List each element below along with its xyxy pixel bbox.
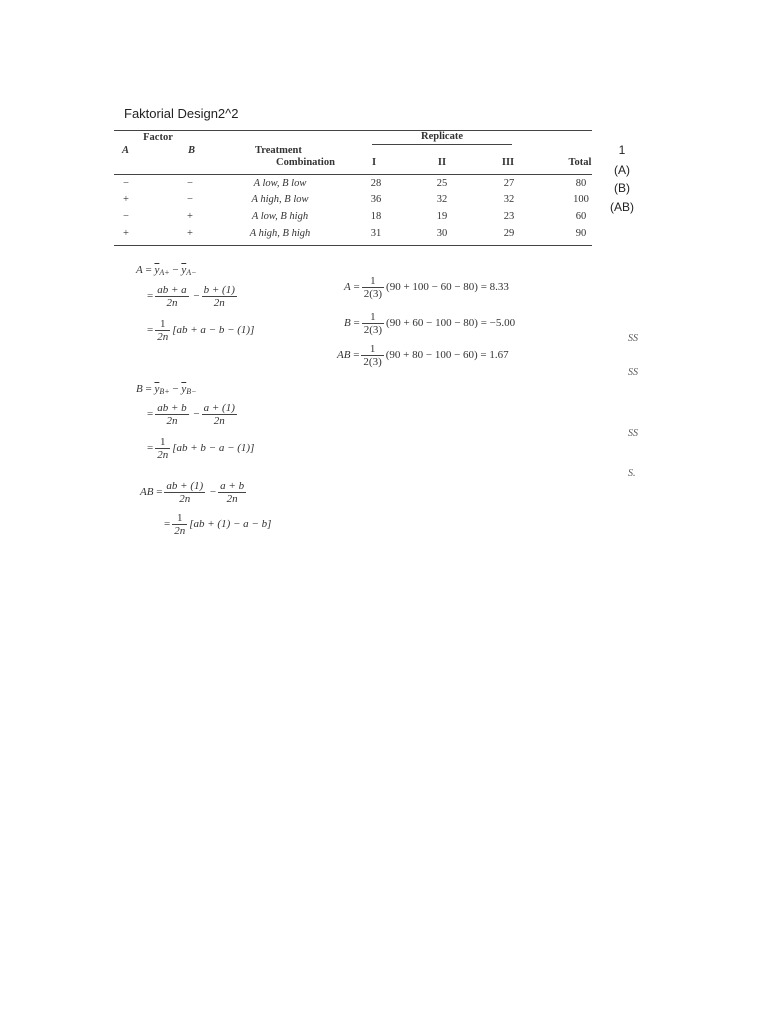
clipped-ss-label: SS [628, 428, 638, 439]
header-treatment-2: Combination [276, 157, 335, 168]
cell-rep2: 30 [436, 228, 448, 239]
cell-total: 90 [575, 228, 587, 239]
side-label: (A) [614, 163, 630, 177]
numeric-effect-a: A = $\frac{1}{2(3)}$ (90 + 100 − 60 − 80) = 8.33 [344, 275, 509, 300]
side-label: 1 [618, 143, 626, 157]
clipped-ss-label: SS [628, 367, 638, 378]
effect-a-definition: $A = \overline{y}_{A+} - \overline{y}_{A-}$ [136, 264, 197, 277]
cell-rep3: 27 [503, 178, 515, 189]
header-factor: Factor [143, 132, 173, 143]
effect-b-fractions: = $\frac{ab + b}{2n}$ − $\frac{a + (1)}{2n}$ [147, 402, 235, 427]
cell-b: − [187, 194, 193, 205]
clipped-ss-label: S. [628, 468, 636, 479]
cell-rep2: 25 [436, 178, 448, 189]
header-b: B [188, 145, 196, 156]
cell-a: + [123, 194, 129, 205]
cell-rep3: 29 [503, 228, 515, 239]
cell-rep1: 36 [370, 194, 382, 205]
table-top-rule [114, 130, 592, 131]
cell-b: + [187, 228, 193, 239]
header-bottom-rule [114, 174, 592, 175]
effect-b-definition: $B = \overline{y}_{B+} - \overline{y}_{B-}$ [136, 383, 197, 396]
cell-combo: A high, B high [249, 228, 311, 239]
header-rep2: II [437, 157, 447, 168]
cell-combo: A low, B low [253, 178, 307, 189]
numeric-effect-b: B = $\frac{1}{2(3)}$ (90 + 60 − 100 − 80) = −5.00 [344, 311, 516, 336]
header-replicate: Replicate [421, 131, 463, 142]
cell-rep3: 32 [503, 194, 515, 205]
cell-combo: A low, B high [251, 211, 309, 222]
effect-ab-fractions: AB = $\frac{ab + (1)}{2n}$ − $\frac{a + b}{2n}$ [140, 480, 245, 505]
header-rep1: I [371, 157, 377, 168]
header-total: Total [568, 157, 592, 168]
effect-a-fractions: = $\frac{ab + a}{2n}$ − $\frac{b + (1)}{2n}$ [147, 284, 235, 309]
effect-b-contrast: = $\frac{1}{2n}$ [ab + b − a − (1)] [147, 436, 255, 461]
effect-ab-contrast: = $\frac{1}{2n}$ [ab + (1) − a − b] [164, 512, 272, 537]
header-a: A [122, 145, 130, 156]
clipped-ss-label: SS [628, 333, 638, 344]
cell-b: − [187, 178, 193, 189]
cell-total: 60 [575, 211, 587, 222]
factorial-table [114, 126, 594, 251]
cell-rep2: 32 [436, 194, 448, 205]
cell-combo: A high, B low [251, 194, 309, 205]
effect-a-contrast: = $\frac{1}{2n}$ [ab + a − b − (1)] [147, 318, 255, 343]
cell-a: − [123, 211, 129, 222]
cell-b: + [187, 211, 193, 222]
cell-total: 100 [573, 194, 589, 205]
cell-rep1: 31 [370, 228, 382, 239]
cell-a: − [123, 178, 129, 189]
cell-total: 80 [575, 178, 587, 189]
table-bottom-rule [114, 245, 592, 246]
replicate-rule [372, 144, 512, 145]
cell-rep1: 18 [370, 211, 382, 222]
numeric-effect-ab: AB = $\frac{1}{2(3)}$ (90 + 80 − 100 − 60) = 1.67 [337, 343, 509, 368]
cell-a: + [123, 228, 129, 239]
cell-rep3: 23 [503, 211, 515, 222]
document-title: Faktorial Design2^2 [124, 106, 239, 121]
side-label: (B) [614, 181, 630, 195]
header-treatment-1: Treatment [255, 145, 302, 156]
side-label: (AB) [610, 200, 634, 214]
cell-rep2: 19 [436, 211, 448, 222]
header-rep3: III [501, 157, 515, 168]
cell-rep1: 28 [370, 178, 382, 189]
